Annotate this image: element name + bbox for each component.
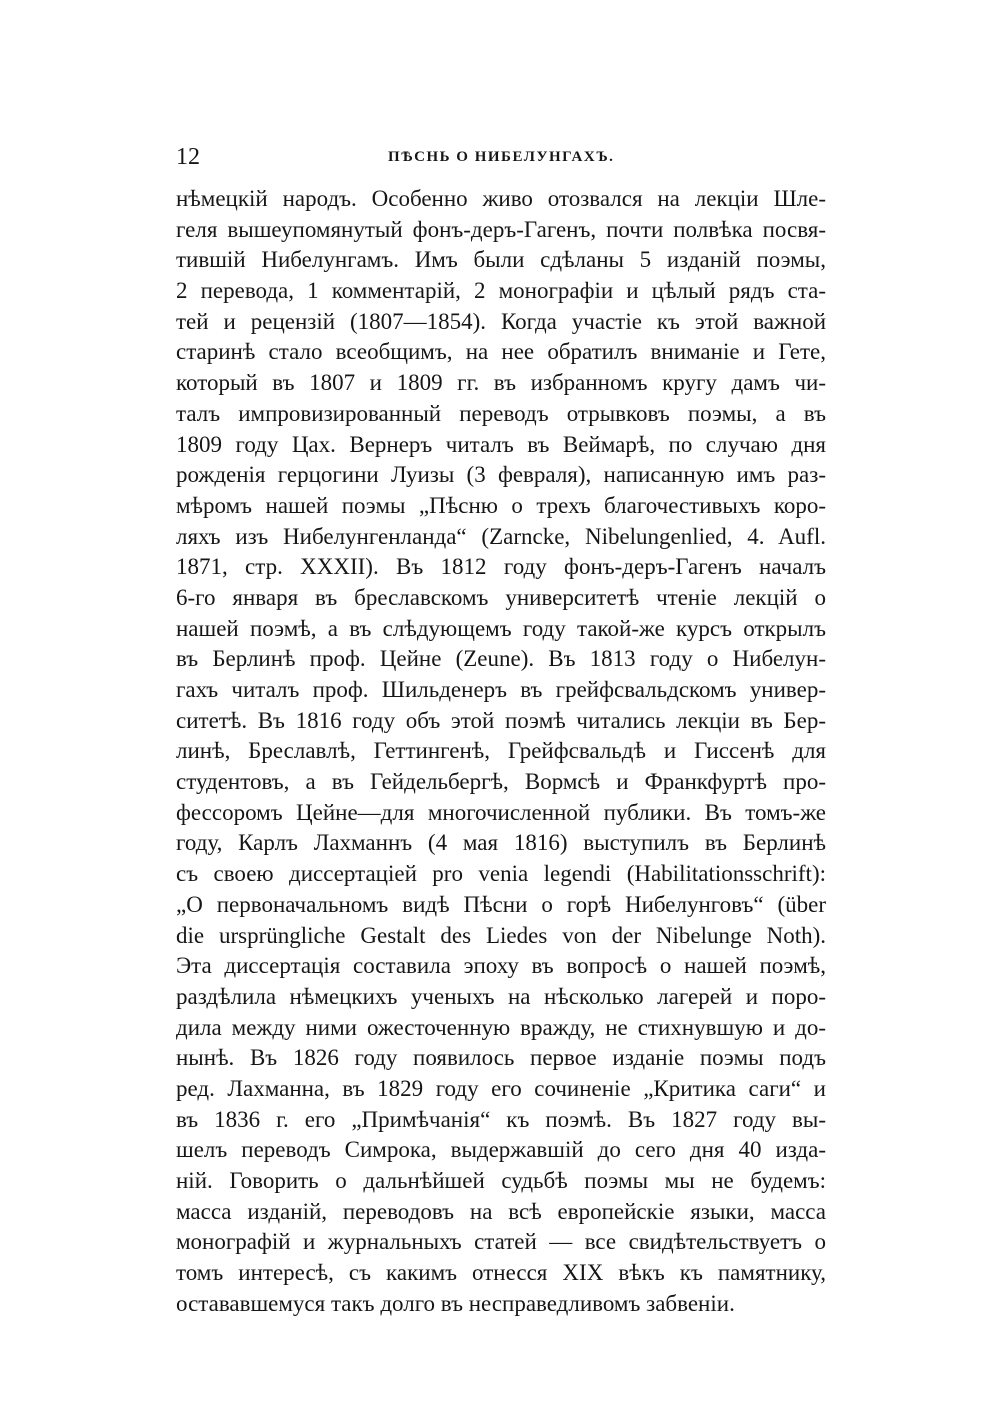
text-line: въ 1836 г. его „Примѣчанія“ къ поэмѣ. Въ 1827 году вы- — [176, 1106, 826, 1132]
text-line: талъ импровизированный переводъ отрывковъ поэмы, а въ — [176, 400, 826, 426]
text-line: тей и рецензій (1807—1854). Когда участіе къ этой важной — [176, 308, 826, 334]
text-line: рожденія герцогини Луизы (3 февраля), написанную имъ раз- — [176, 462, 826, 488]
text-line: „О первоначальномъ видѣ Пѣсни о горѣ Нибелунговъ“ (über — [176, 891, 826, 917]
text-line: ній. Говорить о дальнѣйшей судьбѣ поэмы мы не будемъ: — [176, 1168, 826, 1193]
text-line: съ своею диссертаціей pro venia legendi (Habilitationsschrift): — [176, 861, 826, 887]
text-line: гахъ читалъ проф. Шильденеръ въ грейфсвальдскомъ универ- — [176, 677, 826, 702]
text-line: геля вышеупомянутый фонъ-деръ-Гагенъ, почти полвѣка посвя- — [176, 216, 826, 242]
text-line: 2 перевода, 1 комментарій, 2 монографіи и цѣлый рядъ ста- — [176, 278, 826, 304]
running-title: ПѢСНЬ О НИБЕЛУНГАХЪ. — [388, 149, 615, 165]
text-line: фессоромъ Цейне—для многочисленной публики. Въ томъ-же — [176, 799, 826, 825]
text-line: дила между ними ожесточенную вражду, не стихнувшую и до- — [176, 1014, 826, 1040]
text-line: томъ интересѣ, съ какимъ отнесся XIX вѣкъ къ памятнику, — [176, 1260, 826, 1286]
text-line: ляхъ изъ Нибелунгенланда“ (Zarncke, Nibelungenlied, 4. Aufl. — [176, 523, 826, 549]
text-line: Эта диссертація составила эпоху въ вопросѣ о нашей поэмѣ, — [176, 953, 826, 979]
text-line: die ursprüngliche Gestalt des Liedes von der Nibelunge Noth). — [176, 922, 826, 948]
text-line: раздѣлила нѣмецкихъ ученыхъ на нѣсколько лагерей и поро- — [176, 983, 826, 1009]
text-line: линѣ, Бреславлѣ, Геттингенѣ, Грейфсвальдѣ и Гиссенѣ для — [176, 738, 826, 764]
text-line: монографій и журнальныхъ статей — все свидѣтельствуетъ о — [176, 1229, 826, 1255]
text-line: ситетѣ. Въ 1816 году объ этой поэмѣ читались лекціи въ Бер- — [176, 707, 826, 733]
text-line: старинѣ стало всеобщимъ, на нее обратилъ вниманіе и Гете, — [176, 339, 826, 365]
text-line: который въ 1807 и 1809 гг. въ избранномъ кругу дамъ чи- — [176, 370, 826, 396]
text-line: 1809 году Цах. Вернеръ читалъ въ Веймарѣ, по случаю дня — [176, 431, 826, 457]
text-line: нѣмецкій народъ. Особенно живо отозвался на лекціи Шле- — [176, 186, 826, 211]
text-line: остававшемуся такъ долго въ несправедливомъ забвеніи. — [176, 1290, 735, 1316]
text-line: въ Берлинѣ проф. Цейне (Zeune). Въ 1813 году о Нибелун- — [176, 646, 826, 672]
text-line: ред. Лахманна, въ 1829 году его сочиненіе „Критика саги“ и — [176, 1075, 826, 1101]
text-line: 6-го января въ бреславскомъ университетѣ чтеніе лекцій о — [176, 584, 826, 610]
text-line: мѣромъ нашей поэмы „Пѣсню о трехъ благочестивыхъ коро- — [176, 492, 826, 518]
text-line: шелъ переводъ Симрока, выдержавшій до сего дня 40 изда- — [176, 1137, 826, 1163]
page-number: 12 — [176, 144, 200, 170]
body-paragraph — [176, 184, 826, 1319]
page-header — [176, 141, 826, 173]
text-line: тившій Нибелунгамъ. Имъ были сдѣланы 5 изданій поэмы, — [176, 247, 826, 273]
text-line: масса изданій, переводовъ на всѣ европейскіе языки, масса — [176, 1198, 826, 1224]
text-line: нынѣ. Въ 1826 году появилось первое изданіе поэмы подъ — [176, 1045, 826, 1071]
text-line: студентовъ, а въ Гейдельбергѣ, Вормсѣ и Франкфуртѣ про- — [176, 769, 826, 795]
text-line: году, Карлъ Лахманнъ (4 мая 1816) выступилъ въ Берлинѣ — [176, 830, 826, 856]
text-line: 1871, стр. XXXII). Въ 1812 году фонъ-деръ-Гагенъ началъ — [176, 554, 826, 580]
text-line: нашей поэмѣ, а въ слѣдующемъ году такой-же курсъ открылъ — [176, 615, 826, 641]
